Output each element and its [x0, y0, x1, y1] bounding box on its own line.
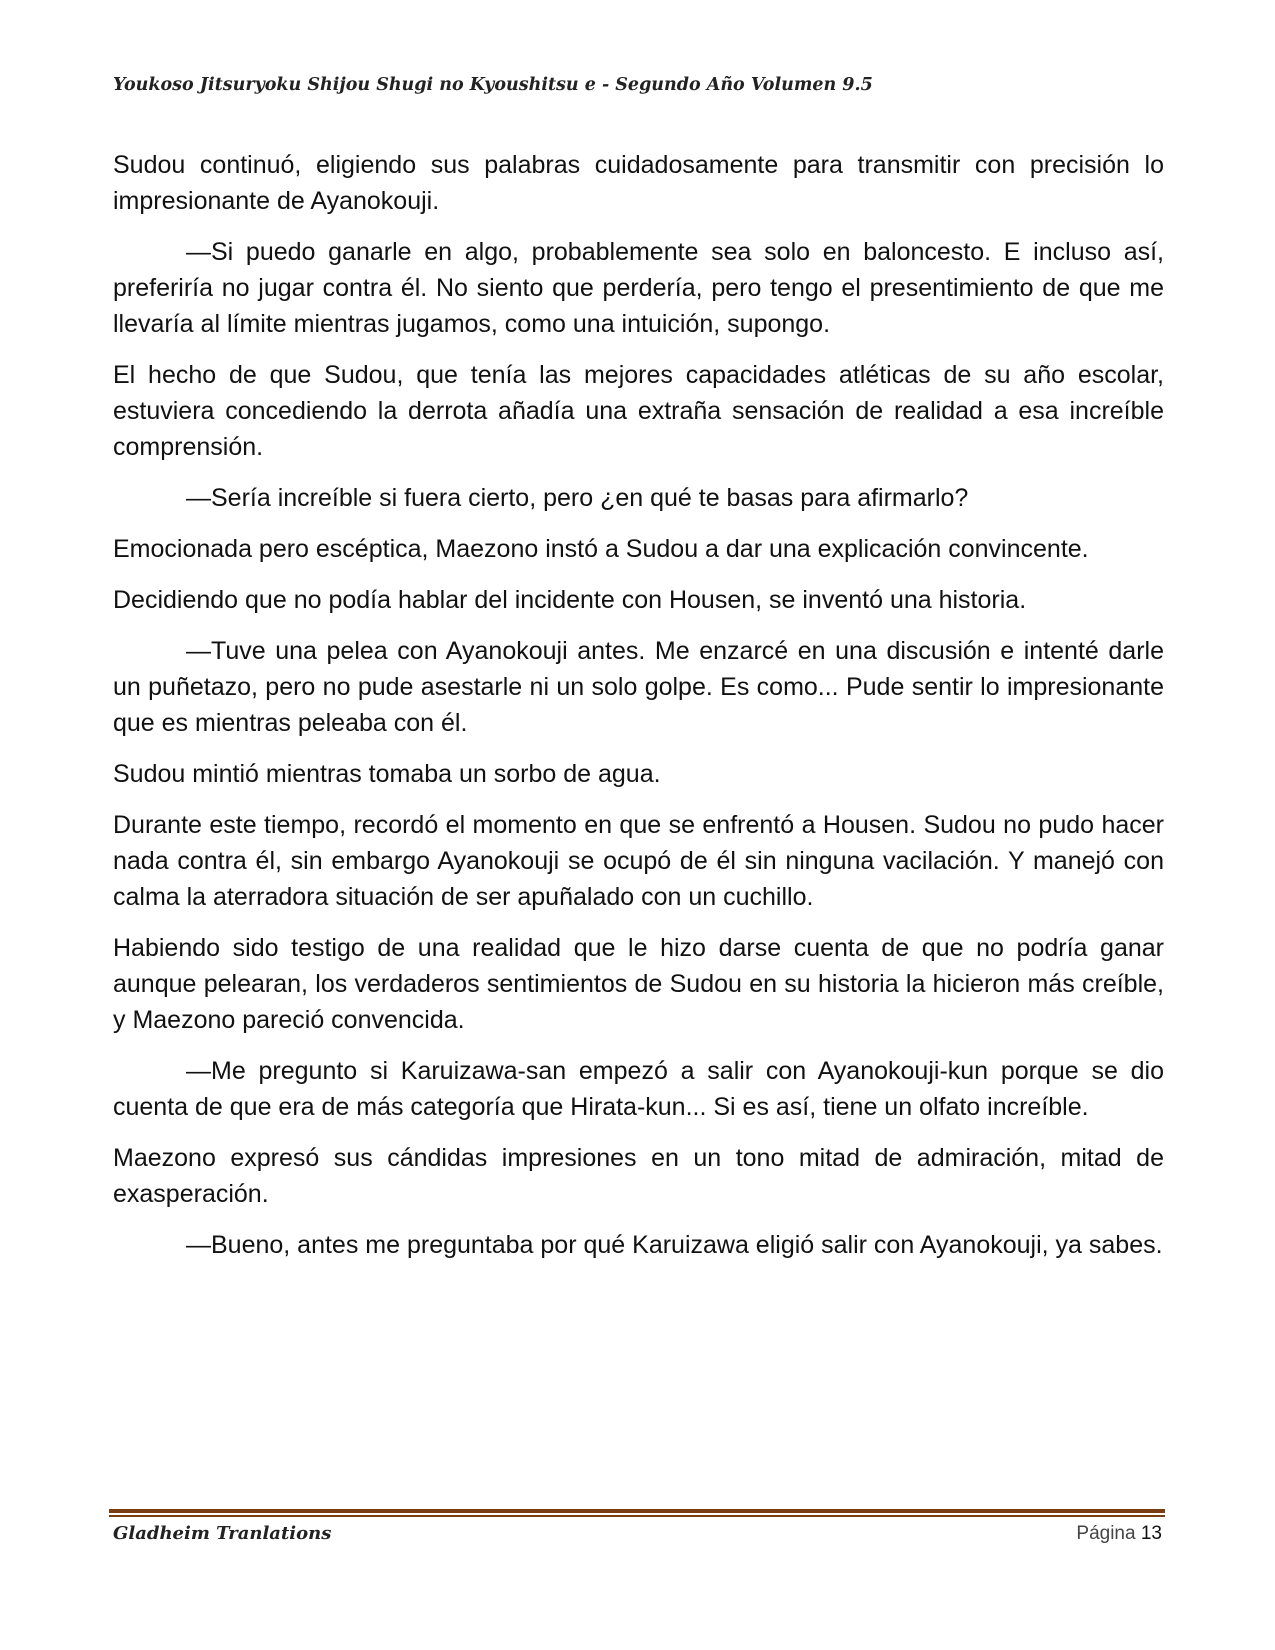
paragraph: Maezono expresó sus cándidas impresiones en un tono mitad de admiración, mitad de exasperación. [113, 1144, 1164, 1208]
header-title: Youkoso Jitsuryoku Shijou Shugi no Kyoushitsu e - Segundo Año Volumen 9.5 [113, 75, 873, 95]
paragraph: Durante este tiempo, recordó el momento en que se enfrentó a Housen. Sudou no pudo hacer nada contra él, sin embargo Ayanokouji se ocupó de él sin ninguna vacilación. Y manejó con calma la aterradora situación de ser apuñalado con un cuchillo. [113, 811, 1164, 911]
dialogue-paragraph: —Si puedo ganarle en algo, probablemente sea solo en baloncesto. E incluso así, preferiría no jugar contra él. No siento que perdería, pero tengo el presentimiento de que me llevaría al límite mientras jugamos, como una intuición, supongo. [113, 238, 1164, 338]
footer-divider-thick-line [109, 1509, 1165, 1513]
paragraph: Sudou mintió mientras tomaba un sorbo de agua. [113, 760, 661, 788]
paragraph: Emocionada pero escéptica, Maezono instó a Sudou a dar una explicación convincente. [113, 535, 1089, 563]
dialogue-paragraph: —Me pregunto si Karuizawa-san empezó a salir con Ayanokouji-kun porque se dio cuenta de que era de más categoría que Hirata-kun... Si es así, tiene un olfato increíble. [113, 1057, 1164, 1121]
paragraph: Sudou continuó, eligiendo sus palabras cuidadosamente para transmitir con precisión lo impresionante de Ayanokouji. [113, 151, 1164, 215]
body-text [113, 147, 1164, 1278]
paragraph: Habiendo sido testigo de una realidad que le hizo darse cuenta de que no podría ganar aunque pelearan, los verdaderos sentimientos de Sudou en su historia la hicieron más creíble, y Maezono pareció convencida. [113, 934, 1164, 1034]
footer-divider-thin-line [109, 1515, 1165, 1517]
page-number-label [1076, 1522, 1162, 1546]
footer-divider [109, 1509, 1165, 1517]
footer-credit: Gladheim Tranlations [113, 1523, 332, 1544]
paragraph: El hecho de que Sudou, que tenía las mejores capacidades atléticas de su año escolar, estuviera concediendo la derrota añadía una extraña sensación de realidad a esa increíble comprensión. [113, 361, 1164, 461]
page-number: 13 [1140, 1523, 1162, 1544]
page-label: Página [1076, 1523, 1136, 1544]
dialogue-paragraph: —Bueno, antes me preguntaba por qué Karuizawa eligió salir con Ayanokouji, ya sabes. [186, 1231, 1163, 1259]
dialogue-paragraph: —Sería increíble si fuera cierto, pero ¿en qué te basas para afirmarlo? [186, 484, 969, 512]
paragraph: Decidiendo que no podía hablar del incidente con Housen, se inventó una historia. [113, 586, 1027, 614]
dialogue-paragraph: —Tuve una pelea con Ayanokouji antes. Me enzarcé en una discusión e intenté darle un puñetazo, pero no pude asestarle ni un solo golpe. Es como... Pude sentir lo impresionante que es mientras peleaba con él. [113, 637, 1164, 737]
